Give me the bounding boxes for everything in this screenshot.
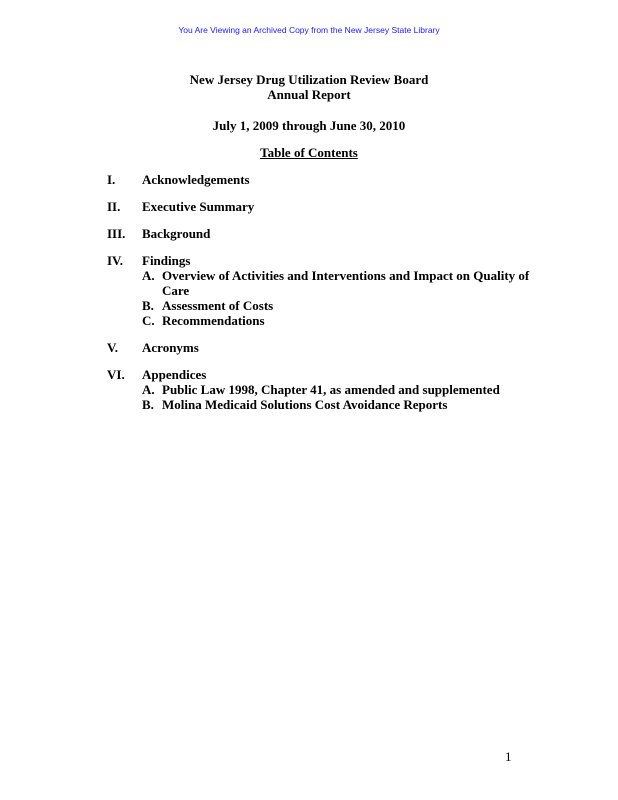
subsection-item (142, 397, 618, 412)
report-org-title: New Jersey Drug Utilization Review Board (189, 72, 429, 87)
subsection-item (142, 313, 618, 328)
toc-title: Table of Contents (260, 145, 358, 160)
subsection-text: Recommendations (162, 313, 265, 328)
subsection-item (142, 382, 618, 397)
report-type-title: Annual Report (267, 87, 351, 102)
subsection-letter: A. (142, 268, 155, 283)
section-title: Findings (142, 253, 191, 268)
section-numeral: V. (107, 340, 118, 355)
section-title: Executive Summary (142, 199, 255, 214)
subsection-list (142, 382, 618, 412)
subsection-letter: A. (142, 382, 155, 397)
report-header (0, 72, 618, 102)
toc-section (0, 226, 618, 241)
section-numeral: I. (107, 172, 116, 187)
section-numeral: VI. (107, 367, 125, 382)
section-title: Acknowledgements (142, 172, 250, 187)
subsection-item (142, 268, 618, 298)
page-number: 1 (505, 749, 512, 764)
toc-section (0, 340, 618, 355)
subsection-text: Assessment of Costs (162, 298, 274, 313)
subsection-item (142, 298, 618, 313)
section-numeral: III. (107, 226, 126, 241)
toc-section (0, 199, 618, 214)
subsection-text: Overview of Activities and Interventions and Impact on Quality of Care (162, 268, 530, 298)
section-numeral: II. (107, 199, 121, 214)
table-of-contents (0, 172, 618, 424)
toc-section (0, 172, 618, 187)
subsection-letter: B. (142, 298, 154, 313)
section-title: Appendices (142, 367, 207, 382)
section-numeral: IV. (107, 253, 124, 268)
subsection-text: Public Law 1998, Chapter 41, as amended and supplemented (162, 382, 500, 397)
section-title: Background (142, 226, 211, 241)
archive-banner: You Are Viewing an Archived Copy from the New Jersey State Library (178, 25, 440, 35)
section-title: Acronyms (142, 340, 199, 355)
subsection-text: Molina Medicaid Solutions Cost Avoidance Reports (162, 397, 448, 412)
subsection-letter: C. (142, 313, 155, 328)
subsection-list (142, 268, 618, 328)
toc-section (0, 367, 618, 412)
subsection-letter: B. (142, 397, 154, 412)
report-period: July 1, 2009 through June 30, 2010 (212, 118, 406, 133)
toc-section (0, 253, 618, 328)
